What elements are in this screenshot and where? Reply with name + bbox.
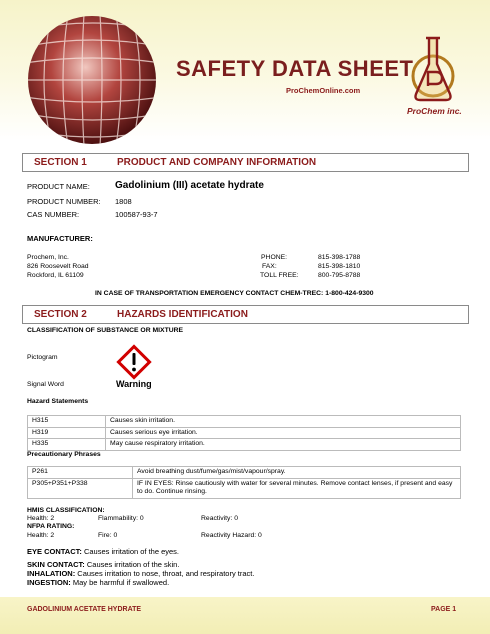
tollfree-label: TOLL FREE: xyxy=(260,272,299,279)
product-number: 1808 xyxy=(115,197,132,206)
inhalation-label: INHALATION: xyxy=(27,569,76,578)
inhalation-text: Causes irritation to nose, throat, and respiratory tract. xyxy=(77,569,255,578)
section2-title: HAZARDS IDENTIFICATION xyxy=(117,309,248,320)
phone-label: PHONE: xyxy=(261,254,288,261)
eye-contact-text: Causes irritation of the eyes. xyxy=(83,547,180,556)
classification-label: CLASSIFICATION OF SUBSTANCE OR MIXTURE xyxy=(27,327,184,334)
hmis-reactivity: Reactivity: 0 xyxy=(201,515,239,522)
hazard-code: H319 xyxy=(28,427,106,439)
section1-title: PRODUCT AND COMPANY INFORMATION xyxy=(117,157,317,168)
address-line2: Rockford, IL 61109 xyxy=(27,272,84,279)
product-number-label: PRODUCT NUMBER: xyxy=(27,197,101,206)
page-footer xyxy=(0,597,490,634)
cas-number-label: CAS NUMBER: xyxy=(27,210,80,219)
table-row xyxy=(28,478,461,498)
hazard-text: Causes skin irritation. xyxy=(106,416,461,428)
exclamation-pictogram-icon xyxy=(116,344,152,380)
hazard-statements-label: Hazard Statements xyxy=(27,398,89,405)
skin-contact-line xyxy=(27,560,179,569)
skin-contact-text: Causes irritation of the skin. xyxy=(86,560,180,569)
sds-header xyxy=(0,0,490,140)
product-name-label: PRODUCT NAME: xyxy=(27,182,90,191)
nfpa-reactivity: Reactivity Hazard: 0 xyxy=(201,532,262,539)
periodic-globe-image xyxy=(18,14,168,146)
emergency-contact: IN CASE OF TRANSPORTATION EMERGENCY CONTACT CHEM-TREC: 1-800-424-9300 xyxy=(95,290,374,297)
ingestion-label: INGESTION: xyxy=(27,578,71,587)
company-name: Prochem, Inc. xyxy=(27,254,69,261)
section2-bar xyxy=(22,305,469,324)
table-row xyxy=(28,467,461,479)
footer-product-name: GADOLINIUM ACETATE HYDRATE xyxy=(27,606,142,613)
nfpa-fire: Fire: 0 xyxy=(98,532,118,539)
page-number: PAGE 1 xyxy=(431,606,457,613)
skin-contact-label: SKIN CONTACT: xyxy=(27,560,85,569)
signal-word-label: Signal Word xyxy=(27,381,64,388)
ingestion-line xyxy=(27,578,169,587)
nfpa-health: Health: 2 xyxy=(27,532,55,539)
eye-contact-label: EYE CONTACT: xyxy=(27,547,82,556)
section1-bar xyxy=(22,153,469,172)
hmis-label: HMIS CLASSIFICATION: xyxy=(27,507,105,514)
hmis-health: Health: 2 xyxy=(27,515,55,522)
hmis-flammability: Flammability: 0 xyxy=(98,515,144,522)
hazard-code: H315 xyxy=(28,416,106,428)
cas-number: 100587-93-7 xyxy=(115,210,158,219)
hazard-statements-table xyxy=(27,415,461,451)
logo-text: ProChem inc. xyxy=(407,106,462,116)
eye-contact-line xyxy=(27,547,179,556)
table-row xyxy=(28,439,461,451)
hazard-text: May cause respiratory irritation. xyxy=(106,439,461,451)
ingestion-text: May be harmful if swallowed. xyxy=(72,578,170,587)
product-name: Gadolinium (III) acetate hydrate xyxy=(115,180,264,191)
precaution-code: P305+P351+P338 xyxy=(28,478,133,498)
signal-word: Warning xyxy=(116,379,152,389)
precaution-text: IF IN EYES: Rinse cautiously with water for several minutes. Remove contact lenses, if present and easy to do. Continue rinsing. xyxy=(133,478,461,498)
pictogram-label: Pictogram xyxy=(27,354,58,361)
manufacturer-label: MANUFACTURER: xyxy=(27,234,93,243)
precautionary-label: Precautionary Phrases xyxy=(27,451,101,458)
fax-number: 815-398-1810 xyxy=(318,263,361,270)
precautionary-table xyxy=(27,466,461,499)
tollfree-number: 800-795-8788 xyxy=(318,272,361,279)
sds-title: SAFETY DATA SHEET xyxy=(176,56,414,81)
precaution-text: Avoid breathing dust/fume/gas/mist/vapour/spray. xyxy=(133,467,461,479)
table-row xyxy=(28,416,461,428)
prochem-flask-logo xyxy=(398,30,468,112)
section1-number: SECTION 1 xyxy=(34,157,87,168)
precaution-code: P261 xyxy=(28,467,133,479)
nfpa-label: NFPA RATING: xyxy=(27,523,75,530)
hazard-code: H335 xyxy=(28,439,106,451)
table-row xyxy=(28,427,461,439)
section2-number: SECTION 2 xyxy=(34,309,87,320)
hazard-text: Causes serious eye irritation. xyxy=(106,427,461,439)
fax-label: FAX: xyxy=(262,263,277,270)
website-link[interactable]: ProChemOnline.com xyxy=(286,86,361,95)
phone-number: 815-398-1788 xyxy=(318,254,361,261)
inhalation-line xyxy=(27,569,254,578)
address-line1: 826 Roosevelt Road xyxy=(27,263,89,270)
